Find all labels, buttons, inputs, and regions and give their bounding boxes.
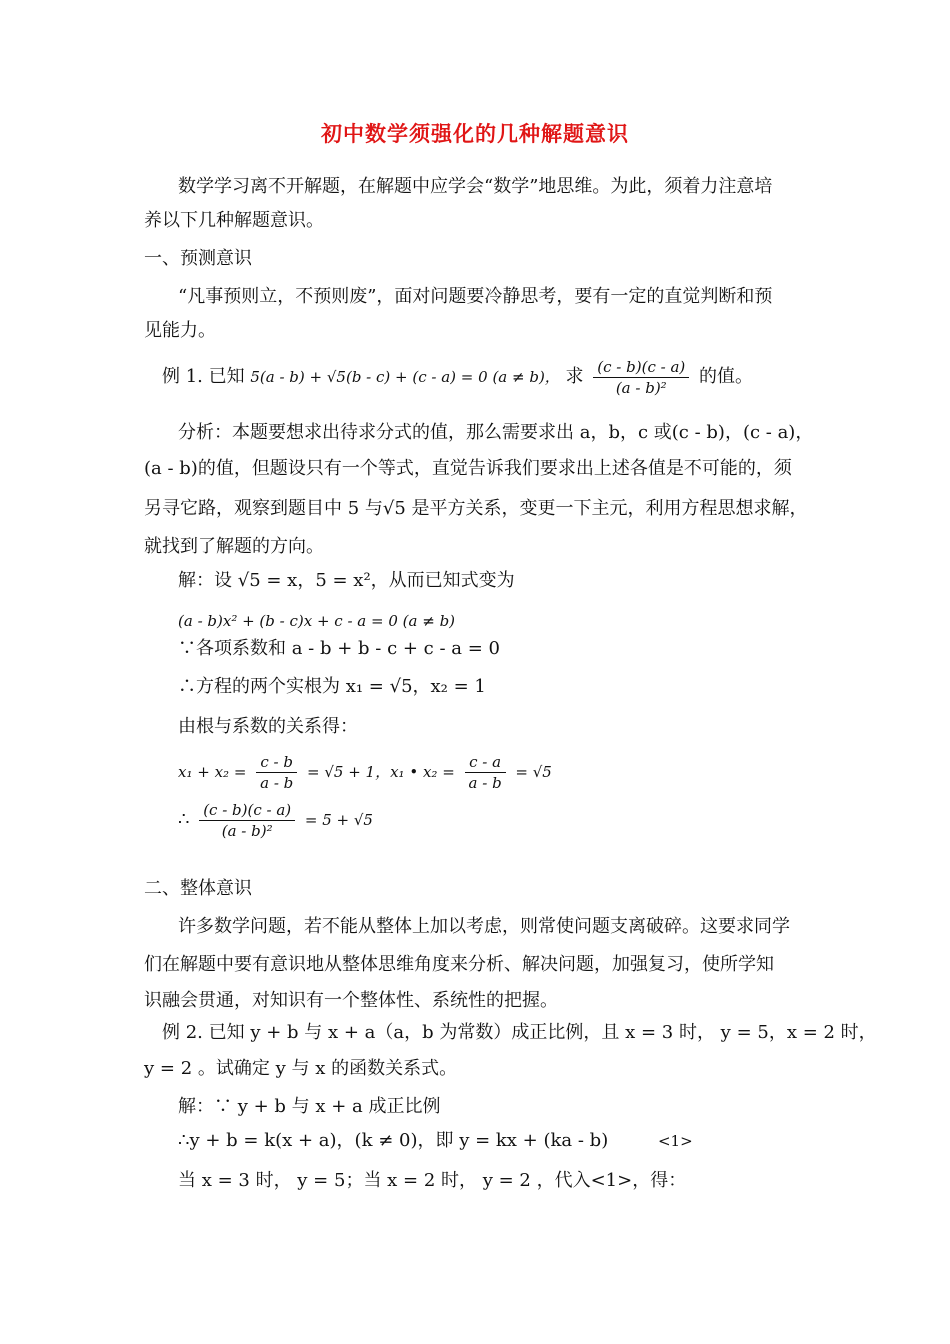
- roots-product-fraction: [465, 752, 506, 793]
- example1-tail: 的值。: [698, 366, 753, 387]
- section2-heading: 二、整体意识: [144, 878, 252, 899]
- roots-sum-denominator: a - b: [260, 773, 294, 792]
- analysis-line-4: 就找到了解题的方向。: [144, 536, 324, 557]
- roots-sum-fraction: [256, 752, 297, 793]
- intro-line-2: 养以下几种解题意识。: [144, 210, 324, 231]
- section1-quote-line-1: “凡事预则立，不预则废”，面对问题要冷静思考，要有一定的直觉判断和预: [178, 286, 773, 307]
- section2-para-line-1: 许多数学问题，若不能从整体上加以考虑，则常使问题支离破碎。这要求同学: [178, 916, 790, 937]
- roots-sum-numerator: c - b: [256, 752, 297, 773]
- document-title: 初中数学须强化的几种解题意识: [321, 121, 629, 146]
- roots-product-right: = √5: [515, 763, 552, 781]
- analysis-line-2: (a - b)的值，但题设只有一个等式，直觉告诉我们要求出上述各值是不可能的，须: [144, 458, 792, 479]
- solution1-line-3: ∵各项系数和 a - b + b - c + c - a = 0: [178, 638, 500, 659]
- therefore-symbol: ∴: [178, 809, 190, 830]
- result-fraction: [199, 800, 295, 841]
- roots-sum-left: x₁ + x₂ =: [178, 763, 247, 781]
- example2-line-2: y = 2 。试确定 y 与 x 的函数关系式。: [144, 1058, 458, 1079]
- solution1-line-5: 由根与系数的关系得：: [178, 716, 358, 737]
- solution1-line-6: [178, 748, 552, 796]
- intro-line-1: 数学学习离不开解题，在解题中应学会“数学”地思维。为此，须着力注意培: [178, 176, 773, 197]
- section1-quote-line-2: 见能力。: [144, 320, 216, 341]
- example1-fraction-numerator: (c - b)(c - a): [593, 357, 689, 378]
- roots-middle: = √5 + 1，x₁ • x₂ =: [307, 763, 455, 781]
- example1-statement: [162, 355, 753, 399]
- example1-fraction: [593, 357, 689, 398]
- result-numerator: (c - b)(c - a): [199, 800, 295, 821]
- solution2-line-1: 解：∵ y + b 与 x + a 成正比例: [178, 1096, 441, 1117]
- solution2-line-2: [178, 1126, 693, 1156]
- equation-tag: <1>: [657, 1132, 693, 1150]
- result-denominator: (a - b)²: [221, 821, 273, 840]
- example1-fraction-denominator: (a - b)²: [615, 378, 667, 397]
- analysis-line-3: 另寻它路，观察到题目中 5 与√5 是平方关系，变更一下主元，利用方程思想求解，: [144, 498, 808, 519]
- solution1-line-1: 解：设 √5 = x，5 = x²，从而已知式变为: [178, 570, 515, 591]
- section2-para-line-2: 们在解题中要有意识地从整体思维角度来分析、解决问题，加强复习，使所学知: [144, 954, 774, 975]
- section1-heading: 一、预测意识: [144, 248, 252, 269]
- solution2-line-3: 当 x = 3 时， y = 5；当 x = 2 时， y = 2 ，代入<1>，得：: [178, 1170, 687, 1191]
- example2-line-1: 例 2. 已知 y + b 与 x + a（a，b 为常数）成正比例，且 x = 3 时， y = 5，x = 2 时，: [162, 1022, 877, 1043]
- solution2-equation: ∴y + b = k(x + a)，(k ≠ 0)，即 y = kx + (ka - b): [178, 1130, 609, 1151]
- solution1-line-4: ∴方程的两个实根为 x₁ = √5，x₂ = 1: [178, 676, 486, 697]
- result-value: = 5 + √5: [304, 811, 373, 829]
- example1-equation: 5(a - b) + √5(b - c) + (c - a) = 0 (a ≠ b)，: [250, 368, 560, 386]
- analysis-line-1: 分析：本题要想求出待求分式的值，那么需要求出 a，b，c 或(c - b)，(c - a)，: [178, 422, 814, 443]
- example1-label: 例 1. 已知: [162, 366, 245, 387]
- section2-para-line-3: 识融会贯通，对知识有一个整体性、系统性的把握。: [144, 990, 558, 1011]
- example1-ask: 求: [565, 366, 584, 387]
- roots-product-numerator: c - a: [465, 752, 506, 773]
- solution1-line-7: [178, 796, 373, 844]
- solution1-line-2: (a - b)x² + (b - c)x + c - a = 0 (a ≠ b): [178, 612, 456, 630]
- roots-product-denominator: a - b: [468, 773, 502, 792]
